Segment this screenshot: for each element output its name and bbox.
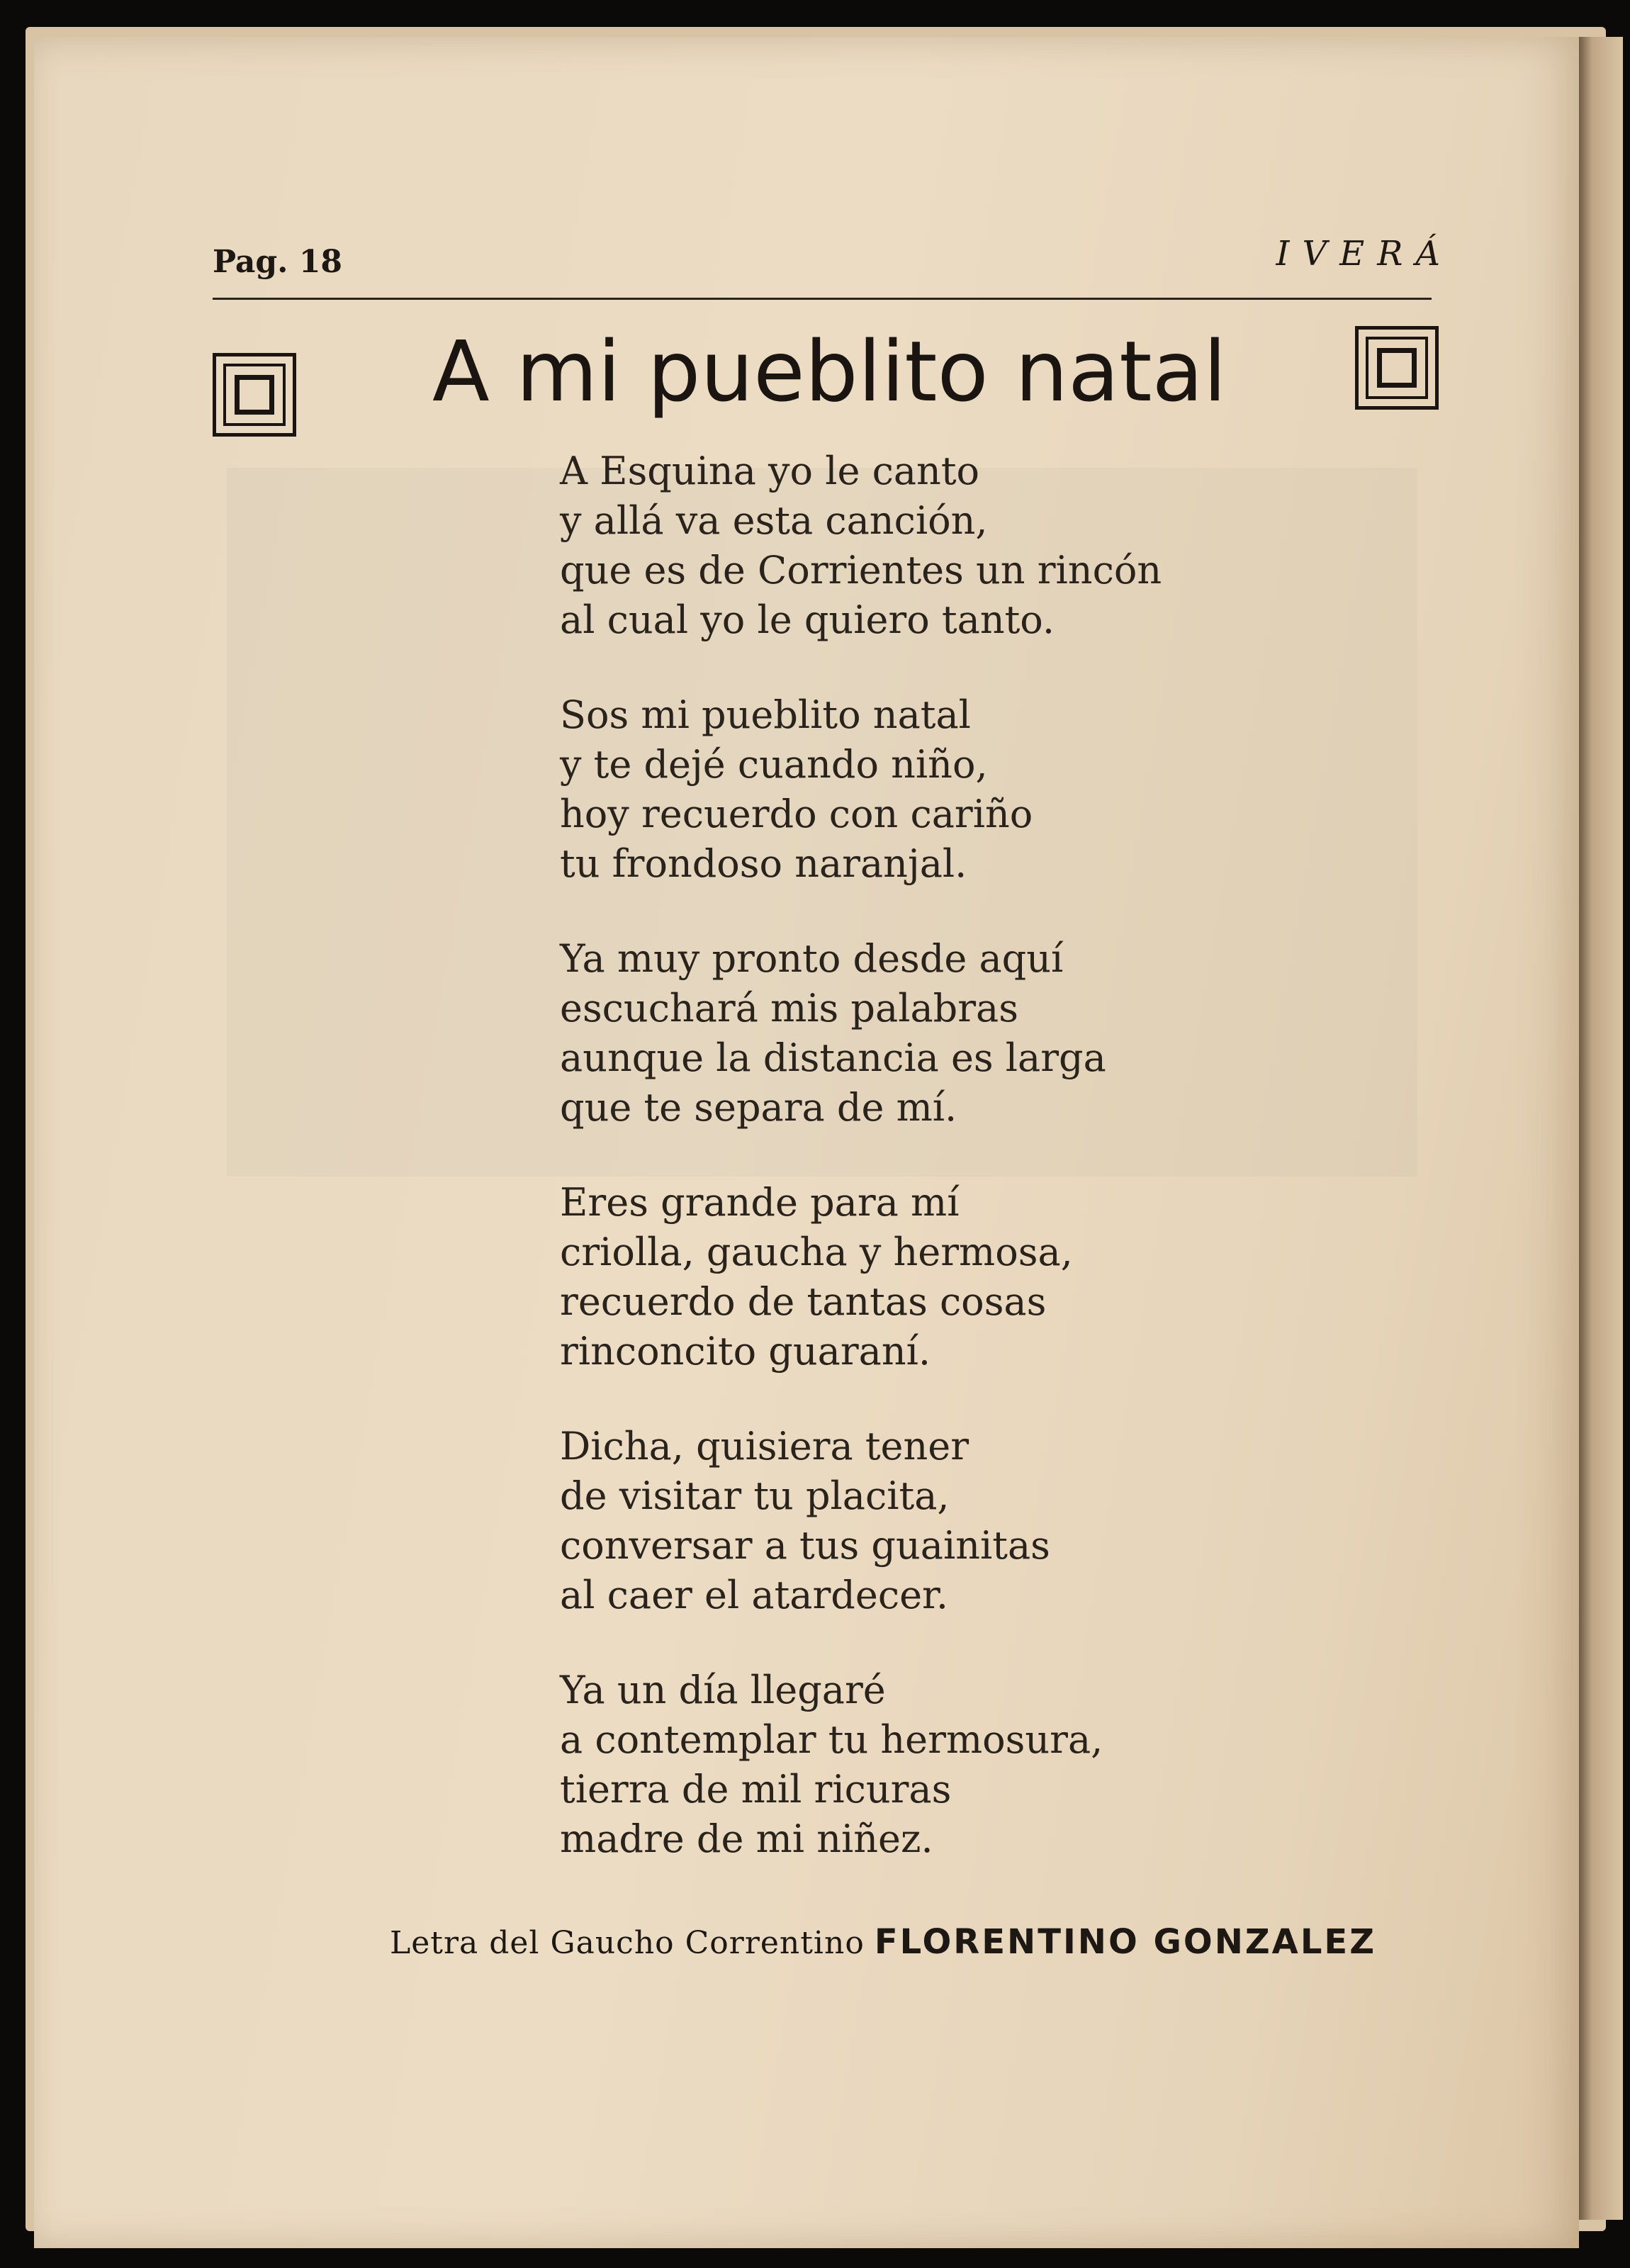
poem-title: A mi pueblito natal — [432, 322, 1227, 420]
poem-line: recuerdo de tantas cosas — [560, 1279, 1047, 1324]
stanza — [560, 1666, 1162, 1864]
author-name: FLORENTINO GONZALEZ — [874, 1922, 1376, 1962]
page-number: Pag. 18 — [213, 244, 343, 280]
poem-line: al caer el atardecer. — [560, 1573, 949, 1617]
poem-line: madre de mi niñez. — [560, 1817, 933, 1861]
poem-line: Dicha, quisiera tener — [560, 1424, 969, 1469]
poem-line: que te separa de mí. — [560, 1085, 957, 1130]
poem-line: a contemplar tu hermosura, — [560, 1717, 1103, 1762]
poem-line: hoy recuerdo con cariño — [560, 792, 1033, 836]
poem-line: aunque la distancia es larga — [560, 1035, 1106, 1080]
poem-line: Ya un día llegaré — [560, 1668, 886, 1712]
poem-line: de visitar tu placita, — [560, 1473, 950, 1518]
stanza — [560, 447, 1162, 645]
square-ornament-icon — [213, 353, 296, 437]
poem-line: tu frondoso naranjal. — [560, 841, 967, 886]
poem-line: Sos mi pueblito natal — [560, 692, 971, 737]
poem-line: al cual yo le quiero tanto. — [560, 597, 1055, 642]
poem-line: Eres grande para mí — [560, 1180, 960, 1225]
poem-line: Ya muy pronto desde aquí — [560, 936, 1064, 981]
credit-prefix: Letra del Gaucho Correntino — [390, 1925, 865, 1961]
poem-line: conversar a tus guainitas — [560, 1523, 1050, 1568]
running-header — [213, 234, 1453, 291]
poem-body — [560, 447, 1162, 1909]
poem-line: escuchará mis palabras — [560, 986, 1018, 1031]
square-ornament-icon — [1355, 326, 1439, 410]
poem-line: tierra de mil ricuras — [560, 1767, 952, 1812]
author-credit — [390, 1922, 1376, 1962]
poem-line: que es de Corrientes un rincón — [560, 548, 1162, 593]
stanza — [560, 690, 1162, 889]
stanza — [560, 934, 1162, 1133]
stanza — [560, 1422, 1162, 1620]
poem-line: rinconcito guaraní. — [560, 1329, 931, 1374]
header-rule — [213, 298, 1432, 300]
poem-line: y allá va esta canción, — [560, 498, 988, 543]
poem-line: y te dejé cuando niño, — [560, 742, 988, 787]
stanza — [560, 1178, 1162, 1376]
journal-name: IVERÁ — [1276, 234, 1453, 274]
facing-page-edge — [1579, 37, 1623, 2220]
poem-line: A Esquina yo le canto — [560, 449, 980, 493]
poem-line: criolla, gaucha y hermosa, — [560, 1230, 1073, 1274]
